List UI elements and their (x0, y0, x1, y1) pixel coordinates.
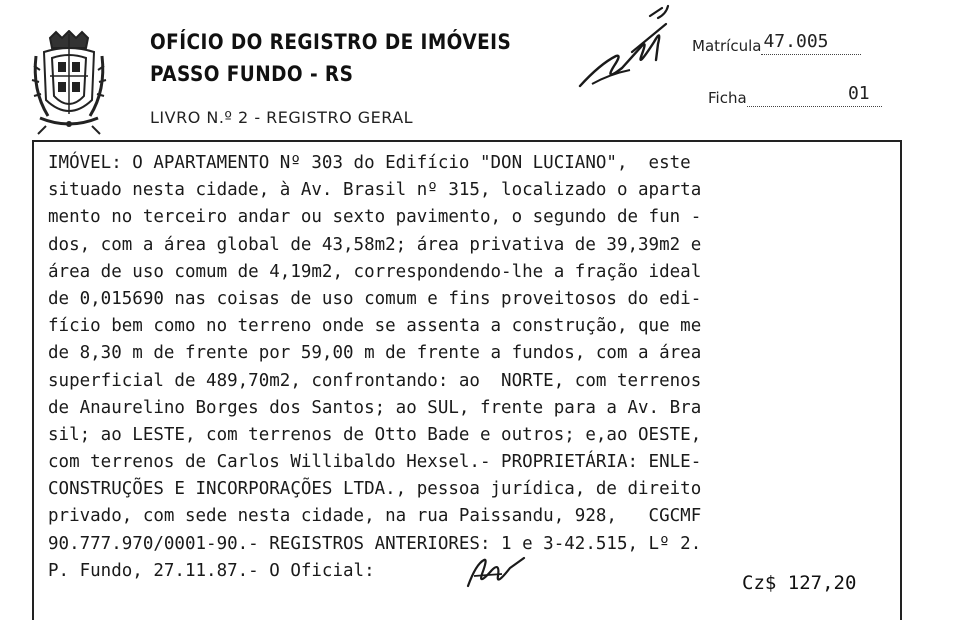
ficha-field (708, 83, 882, 107)
matricula-label: Matrícula (692, 37, 762, 55)
record-line: 90.777.970/0001-90.- REGISTROS ANTERIORES: 1 e 3-42.515, Lº 2. (48, 533, 702, 554)
record-line: IMÓVEL: O APARTAMENTO Nº 303 do Edifício "DON LUCIANO", este (48, 153, 691, 173)
record-line: de 8,30 m de frente por 59,00 m de frente a fundos, com a área (48, 343, 702, 364)
record-line: de Anaurelino Borges dos Santos; ao SUL, frente para a Av. Bra (48, 397, 702, 418)
record-line: superficial de 489,70m2, confrontando: ao NORTE, com terrenos (48, 370, 702, 391)
book-title: LIVRO N.º 2 - REGISTRO GERAL (150, 108, 414, 127)
closing-line: P. Fundo, 27.11.87.- O Oficial: (48, 560, 375, 581)
office-title (150, 26, 511, 90)
record-line: de 0,015690 nas coisas de uso comum e fins proveitosos do edi- (48, 288, 702, 309)
record-line: dos, com a área global de 43,58m2; área privativa de 39,39m2 e (48, 234, 702, 255)
record-line: CONSTRUÇÕES E INCORPORAÇÕES LTDA., pessoa jurídica, de direito (48, 479, 702, 500)
record-line: situado nesta cidade, à Av. Brasil nº 315, localizado o aparta (48, 180, 702, 201)
ficha-label: Ficha (708, 89, 747, 107)
record-line: sil; ao LESTE, com terrenos de Otto Bade e outros; e,ao OESTE, (48, 424, 702, 445)
office-name: OFÍCIO DO REGISTRO DE IMÓVEIS (150, 30, 512, 54)
fee-amount: Cz$ 127,20 (742, 572, 857, 594)
matricula-field (692, 31, 861, 55)
record-line: com terrenos de Carlos Willibaldo Hexsel.- PROPRIETÁRIA: ENLE- (48, 452, 702, 473)
matricula-value: 47.005 (763, 31, 829, 52)
record-line: privado, com sede nesta cidade, na rua Paissandu, 928, CGCMF (48, 506, 702, 527)
record-line: área de uso comum de 4,19m2, correspondendo-lhe a fração ideal (48, 261, 702, 282)
record-line: mento no terceiro andar ou sexto pavimento, o segundo de fun - (48, 207, 702, 228)
ficha-value: 01 (847, 83, 870, 104)
record-text (48, 150, 893, 585)
office-city: PASSO FUNDO - RS (150, 62, 354, 86)
signature-oficial (462, 556, 530, 592)
coat-of-arms-icon (30, 30, 108, 138)
signature-top (570, 4, 680, 99)
record-line: fício bem como no terreno onde se assenta a construção, que me (48, 316, 702, 337)
